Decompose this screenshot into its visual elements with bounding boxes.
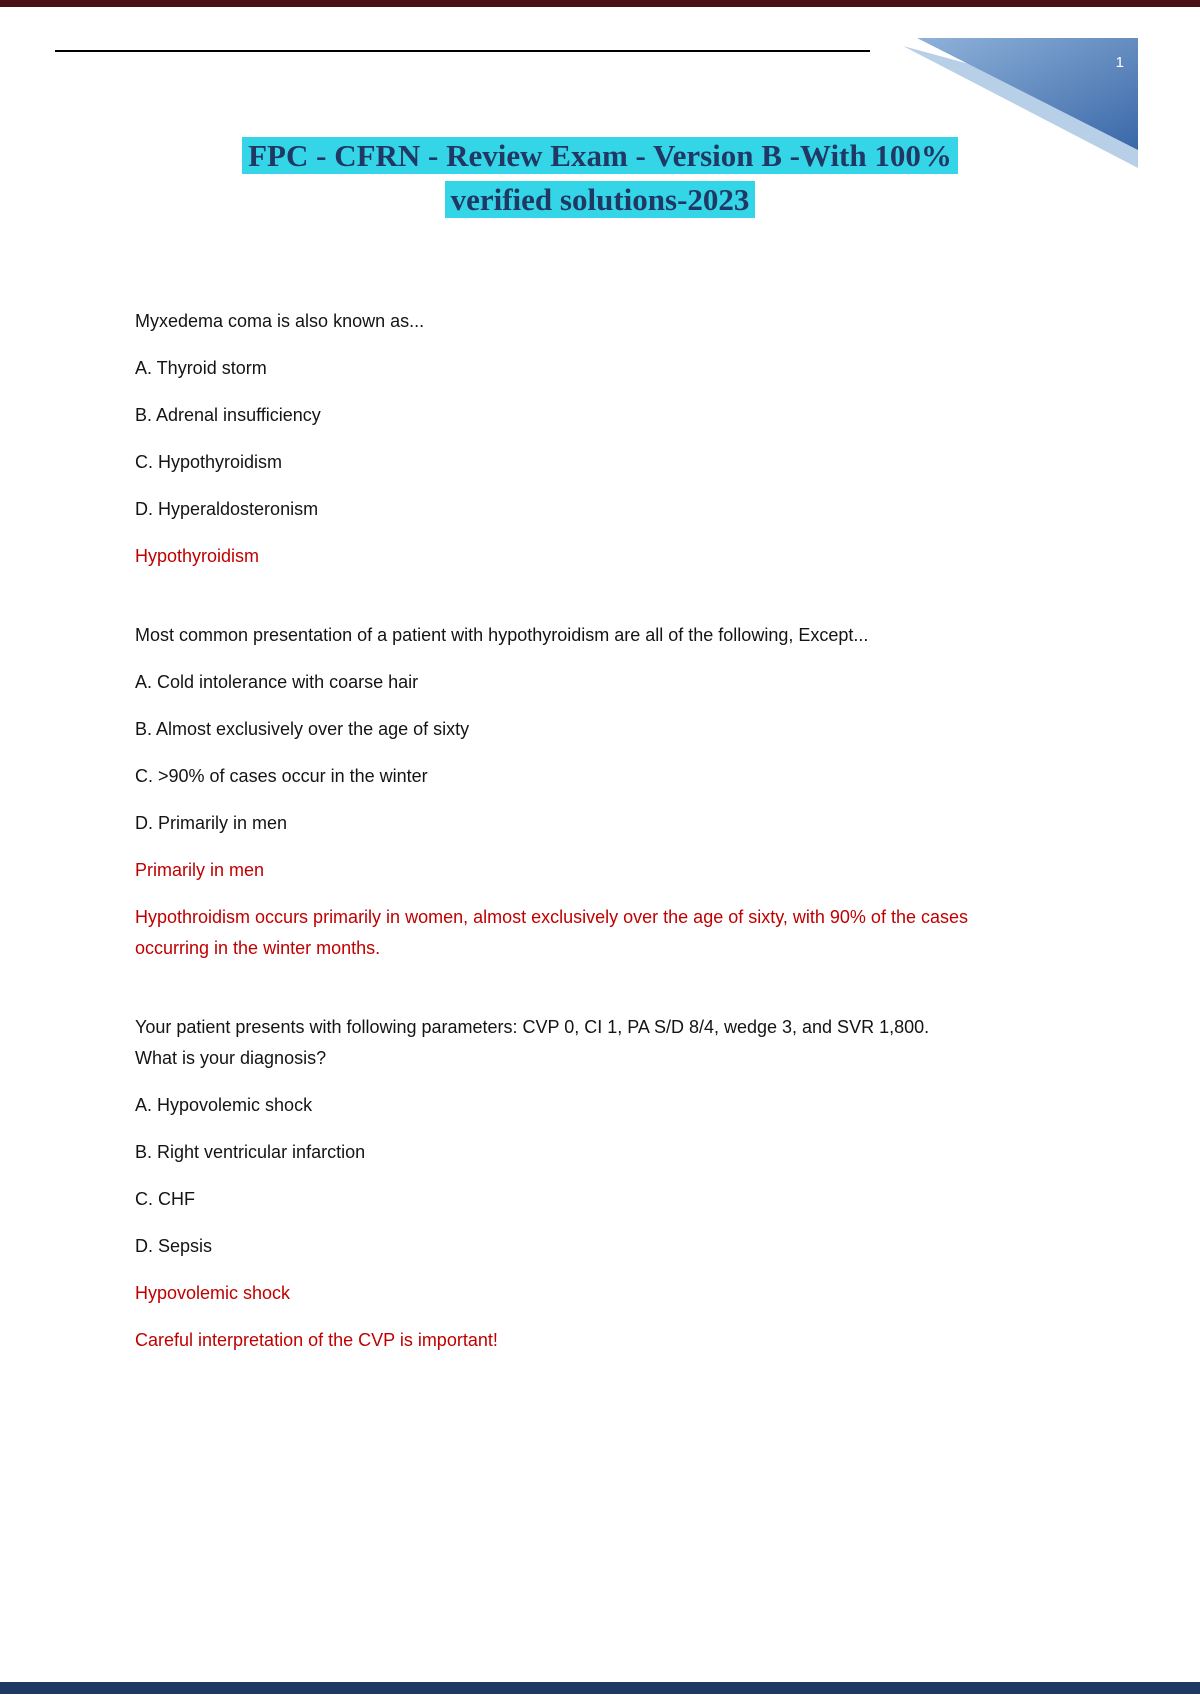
- option-a: A. Hypovolemic shock: [135, 1095, 313, 1115]
- answer-text: Hypothyroidism: [135, 546, 260, 566]
- title-line-2: verified solutions-2023: [130, 178, 1070, 222]
- question-block-1: [135, 306, 970, 572]
- option-b: B. Adrenal insufficiency: [135, 405, 321, 425]
- question-block-3: [135, 1012, 970, 1356]
- header-rule: [55, 50, 870, 52]
- title-line-1: FPC - CFRN - Review Exam - Version B -With 100%: [130, 134, 1070, 178]
- answer-text: Hypovolemic shock: [135, 1283, 291, 1303]
- option-c: C. >90% of cases occur in the winter: [135, 766, 428, 786]
- option-a: A. Thyroid storm: [135, 358, 267, 378]
- document-title: [130, 134, 1070, 222]
- option-b: B. Right ventricular infarction: [135, 1142, 366, 1162]
- page-number: 1: [1115, 54, 1124, 71]
- option-a: A. Cold intolerance with coarse hair: [135, 672, 419, 692]
- question-text: Myxedema coma is also known as...: [135, 311, 425, 331]
- question-text: Your patient presents with following parameters: CVP 0, CI 1, PA S/D 8/4, wedge 3, and SVR 1,800. What is your diagnosis?: [135, 1017, 930, 1068]
- option-d: D. Primarily in men: [135, 813, 288, 833]
- option-d: D. Hyperaldosteronism: [135, 499, 319, 519]
- answer-text: Primarily in men: [135, 860, 265, 880]
- option-d: D. Sepsis: [135, 1236, 213, 1256]
- option-c: C. CHF: [135, 1189, 195, 1209]
- option-c: C. Hypothyroidism: [135, 452, 283, 472]
- question-block-2: [135, 620, 970, 964]
- questions-content: [135, 306, 970, 1404]
- option-b: B. Almost exclusively over the age of sixty: [135, 719, 470, 739]
- question-text: Most common presentation of a patient with hypothyroidism are all of the following, Except...: [135, 625, 869, 645]
- top-edge-bar: [0, 0, 1200, 7]
- answer-explanation: Hypothroidism occurs primarily in women, almost exclusively over the age of sixty, with 90% of the cases occurring in the winter months.: [135, 907, 968, 958]
- footer-bar: [0, 1682, 1200, 1694]
- answer-note: Careful interpretation of the CVP is important!: [135, 1330, 498, 1350]
